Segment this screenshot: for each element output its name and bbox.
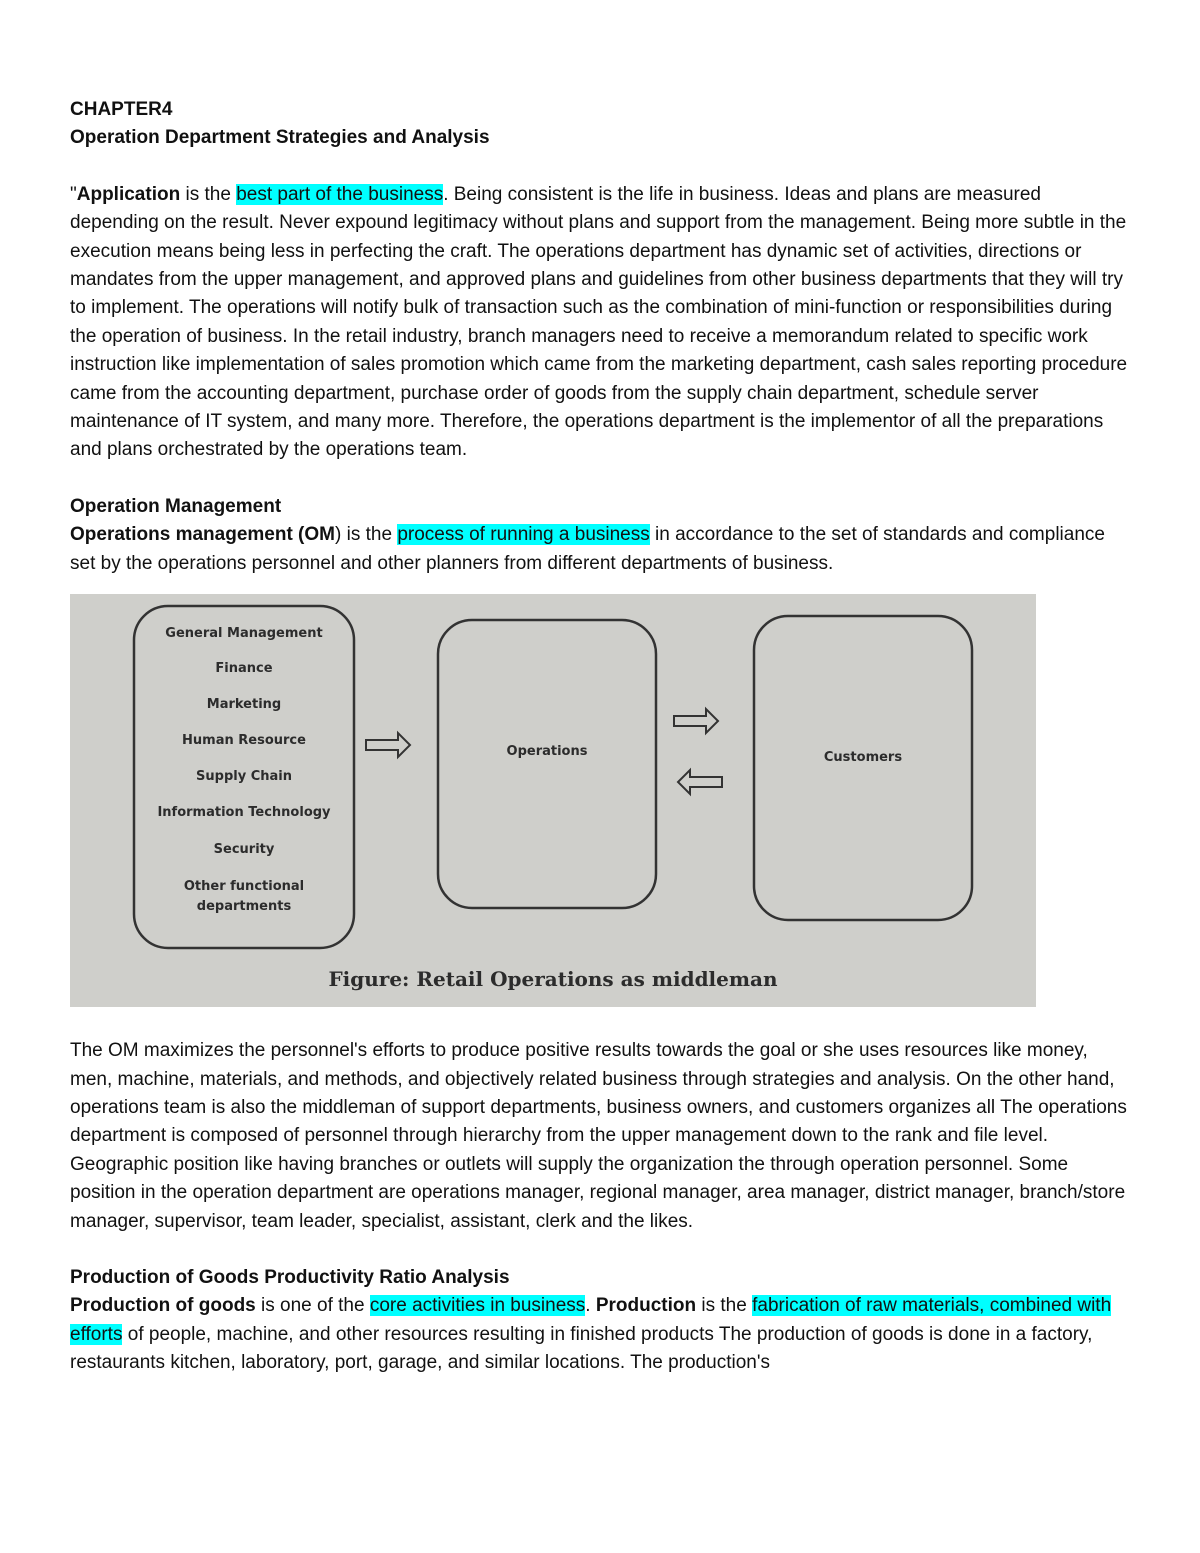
term-om: Operations management (OM	[70, 524, 335, 546]
om-definition: Operations management (OM) is the process of running a business in accordance to the set of standards and compliance set by the operations personnel and other planners from different departments of business.	[70, 524, 1105, 574]
fig-item: Other functional	[183, 879, 305, 895]
highlight: core activities in business	[369, 1295, 586, 1317]
fig-operations-label: Operations	[506, 744, 588, 760]
highlight: process of running a business	[397, 524, 650, 546]
om-body-paragraph: The OM maximizes the personnel's efforts to produce positive results towards the goal or she uses resources like money, men, machine, materials, and methods, and objectively related business through strategies and analysis. On the other hand, operations team is also the middleman of support departments, business owners, and customers organizes all The operations department is composed of personnel through hierarchy from the upper management down to the rank and file level. Geographic position like having branches or outlets will supply the organization the through operation personnel. Some position in the operation department are operations manager, regional manager, area manager, district manager, branch/store manager, supervisor, team leader, specialist, assistant, clerk and the likes.	[70, 1040, 1127, 1232]
customers-box	[754, 616, 972, 920]
figure-diagram	[70, 594, 1036, 1007]
fig-customers-label: Customers	[823, 750, 903, 766]
term-production: Production	[595, 1295, 697, 1317]
fig-item: Supply Chain	[196, 769, 292, 785]
term-production-of-goods: Production of goods	[70, 1295, 256, 1317]
arrow-right-icon	[674, 709, 718, 733]
fig-item: Marketing	[206, 697, 282, 713]
arrow-right-icon	[366, 733, 410, 757]
fig-item: Human Resource	[182, 733, 306, 749]
intro-paragraph: "Application is the best part of the business. Being consistent is the life in business. Ideas and plans are measured depending on the result. Never expound legitimacy without plans and support from the management. Being more subtle in the execution means being less in perfecting the craft. The operations department has dynamic set of activities, directions or mandates from the upper management, and approved plans and guidelines from other business departments that they will try to implement. The operations will notify bulk of transaction such as the combination of mini-function or responsibilities during the operation of business. In the retail industry, branch managers need to receive a memorandum related to specific work instruction like implementation of sales promotion which came from the marketing department, cash sales reporting procedure came from the accounting department, purchase order of goods from the supply chain department, schedule server maintenance of IT system, and many more. Therefore, the operations department is the implementor of all the preparations and plans orchestrated by the operations team.	[70, 183, 1128, 461]
fig-item: Security	[213, 842, 275, 858]
fig-item: departments	[196, 899, 292, 915]
operations-box	[438, 620, 656, 908]
chapter-title: Operation Department Strategies and Analysis	[70, 127, 490, 149]
production-paragraph: Production of goods is one of the core activities in business. Production is the fabrication of raw materials, combined with efforts of people, machine, and other resources resulting in finished products The production of goods is done in a factory, restaurants kitchen, laboratory, port, garage, and similar locations. The production's	[70, 1295, 1112, 1374]
fig-item: General Management	[165, 626, 323, 642]
retail-operations-figure	[70, 594, 1036, 1007]
section-heading: Operation Management	[70, 495, 282, 517]
figure-caption: Figure: Retail Operations as middleman	[328, 967, 778, 992]
fig-item: Information Technology	[157, 805, 331, 821]
section-heading: Production of Goods Productivity Ratio Analysis	[70, 1266, 510, 1288]
highlight: fabrication of raw materials, combined with efforts	[70, 1295, 1112, 1345]
term-application: Application	[76, 183, 181, 205]
highlight: best part of the business	[236, 183, 444, 205]
document-content	[70, 96, 1132, 1378]
chapter-label: CHAPTER4	[70, 99, 173, 120]
fig-item: Finance	[215, 661, 273, 677]
arrow-left-icon	[678, 770, 722, 794]
